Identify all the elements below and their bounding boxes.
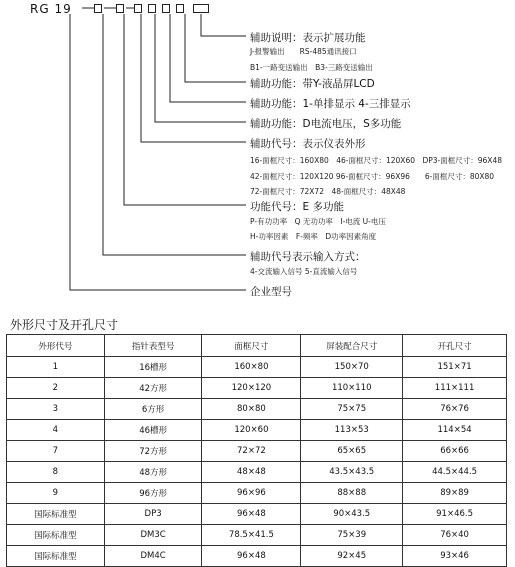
annotation-6-detail-1: P-有功功率 Q 无功功率 I-电流 U-电压 — [250, 217, 386, 226]
annotation-1-detail-1: J-报警输出 RS-485通讯接口 — [250, 47, 357, 56]
cutout-size-cell: 89×89 — [403, 483, 507, 504]
panel-fit-size-cell: 88×88 — [301, 483, 403, 504]
frame-size-cell: 48×48 — [202, 462, 301, 483]
col-header-panel-fit-size: 屏装配合尺寸 — [301, 335, 403, 357]
meter-model-cell: 48方形 — [104, 462, 202, 483]
cutout-size-cell: 76×76 — [403, 399, 507, 420]
shape-code-cell: 8 — [7, 462, 105, 483]
shape-code-cell: 1 — [7, 357, 105, 378]
frame-size-cell: 80×80 — [202, 399, 301, 420]
shape-code-cell: 国际标准型 — [7, 504, 105, 525]
frame-size-cell: 120×60 — [202, 420, 301, 441]
connector-line-5 — [185, 14, 246, 82]
panel-fit-size-cell: 92×45 — [301, 546, 403, 567]
cutout-size-cell: 91×46.5 — [403, 504, 507, 525]
shape-code-cell: 国际标准型 — [7, 546, 105, 567]
table-header-row — [7, 335, 507, 357]
panel-fit-size-cell: 150×70 — [301, 357, 403, 378]
annotation-3-label: 辅助功能：1-单排显示 4-三排显示 — [250, 98, 411, 110]
meter-model-cell: 16槽形 — [104, 357, 202, 378]
cutout-size-cell: 44.5×44.5 — [403, 462, 507, 483]
panel-fit-size-cell: 65×65 — [301, 441, 403, 462]
annotation-5-detail-2: 42-面框尺寸：120X120 96-面框尺寸：96X96 6-面框尺寸：80X80 — [250, 172, 495, 181]
table-row — [7, 420, 507, 441]
annotation-6-detail-2: H-功率因素 F-频率 D功率因素角度 — [250, 232, 377, 241]
meter-model-cell: DP3 — [104, 504, 202, 525]
annotation-5-detail-3: 72-面框尺寸：72X72 48-面框尺寸：48X48 — [250, 187, 406, 196]
meter-model-cell: DM4C — [104, 546, 202, 567]
cutout-size-cell: 111×111 — [403, 378, 507, 399]
frame-size-cell: 96×96 — [202, 483, 301, 504]
table-row — [7, 399, 507, 420]
annotation-5-label: 辅助代号：表示仪表外形 — [250, 138, 366, 150]
cutout-size-cell: 76×40 — [403, 525, 507, 546]
connector-line-6 — [170, 14, 246, 102]
model-code-prefix: RG 19 — [30, 2, 72, 16]
frame-size-cell: 160×80 — [202, 357, 301, 378]
panel-fit-size-cell: 110×110 — [301, 378, 403, 399]
annotation-7-detail-1: 4-交流输入信号 5-直流输入信号 — [250, 267, 358, 276]
annotation-5-detail-1: 16-面框尺寸：160X80 46-面框尺寸：120X60 DP3-面框尺寸：96X48 — [250, 156, 502, 165]
panel-fit-size-cell: 75×39 — [301, 525, 403, 546]
annotation-7-label: 辅助代号表示输入方式： — [250, 251, 366, 263]
panel-fit-size-cell: 43.5×43.5 — [301, 462, 403, 483]
table-row — [7, 504, 507, 525]
meter-model-cell: 6方形 — [104, 399, 202, 420]
shape-code-cell: 9 — [7, 483, 105, 504]
annotation-4-label: 辅助功能：D电流电压，S多功能 — [250, 118, 402, 130]
col-header-shape-code: 外形代号 — [7, 335, 105, 357]
meter-model-cell: DM3C — [104, 525, 202, 546]
cutout-size-cell: 93×46 — [403, 546, 507, 567]
table-row — [7, 441, 507, 462]
connector-line-4 — [201, 14, 246, 36]
shape-code-cell: 7 — [7, 441, 105, 462]
panel-fit-size-cell: 113×53 — [301, 420, 403, 441]
connector-line-8 — [141, 14, 246, 142]
table-row — [7, 462, 507, 483]
table-row — [7, 357, 507, 378]
cutout-size-cell: 66×66 — [403, 441, 507, 462]
annotation-6-label: 功能代号：E 多功能 — [250, 201, 344, 213]
meter-model-cell: 46槽形 — [104, 420, 202, 441]
meter-model-cell: 72方形 — [104, 441, 202, 462]
shape-code-cell: 国际标准型 — [7, 525, 105, 546]
section-title: 外形尺寸及开孔尺寸 — [10, 318, 119, 332]
table-row — [7, 483, 507, 504]
annotation-8-label: 企业型号 — [250, 286, 292, 298]
shape-code-cell: 2 — [7, 378, 105, 399]
frame-size-cell: 120×120 — [202, 378, 301, 399]
shape-code-cell: 3 — [7, 399, 105, 420]
annotation-1-label: 辅助说明：表示扩展功能 — [250, 32, 366, 44]
col-header-meter-model: 指针表型号 — [104, 335, 202, 357]
col-header-frame-size: 面框尺寸 — [202, 335, 301, 357]
annotation-2-label: 辅助功能：带Y-液晶屏LCD — [250, 78, 375, 90]
cutout-size-cell: 151×71 — [403, 357, 507, 378]
meter-model-cell: 42方形 — [104, 378, 202, 399]
annotation-1-detail-2: B1-一路变送输出 B3-三路变送输出 — [250, 63, 373, 72]
frame-size-cell: 72×72 — [202, 441, 301, 462]
dimensions-table — [6, 334, 507, 567]
panel-fit-size-cell: 75×75 — [301, 399, 403, 420]
panel-fit-size-cell: 90×43.5 — [301, 504, 403, 525]
cutout-size-cell: 114×54 — [403, 420, 507, 441]
frame-size-cell: 78.5×41.5 — [202, 525, 301, 546]
col-header-cutout-size: 开孔尺寸 — [403, 335, 507, 357]
connector-line-11 — [70, 14, 246, 290]
frame-size-cell: 96×48 — [202, 546, 301, 567]
meter-model-cell: 96方形 — [104, 483, 202, 504]
shape-code-cell: 4 — [7, 420, 105, 441]
table-row — [7, 546, 507, 567]
table-row — [7, 525, 507, 546]
frame-size-cell: 96×48 — [202, 504, 301, 525]
table-row — [7, 378, 507, 399]
